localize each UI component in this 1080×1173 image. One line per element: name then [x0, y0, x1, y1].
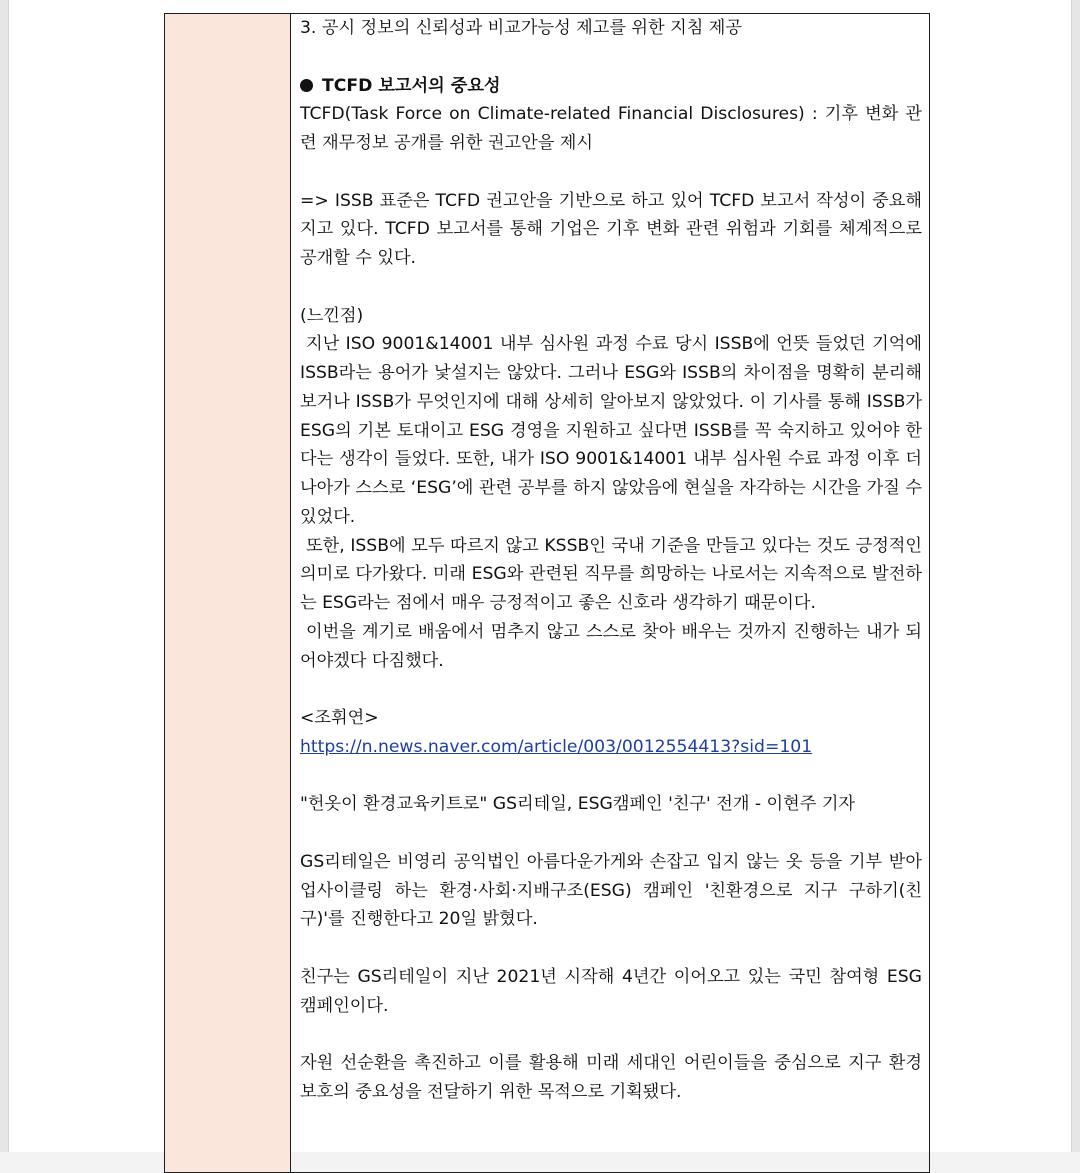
report-table — [164, 13, 930, 1173]
spacer — [300, 273, 922, 302]
tcfd-definition: TCFD(Task Force on Climate-related Financial Disclosures) : 기후 변화 관련 재무정보 공개를 위한 권고안을 제시 — [300, 104, 922, 153]
spacer — [300, 762, 922, 791]
label-column-cell — [165, 14, 291, 1172]
article-paragraph: 친구는 GS리테일이 지난 2021년 시작해 4년간 이어오고 있는 국민 참여형 ESG 캠페인이다. — [300, 966, 922, 1016]
article-link-line — [300, 733, 922, 762]
tcfd-summary: => ISSB 표준은 TCFD 권고안을 기반으로 하고 있어 TCFD 보고서 작성이 중요해지고 있다. TCFD 보고서를 통해 기업은 기후 변화 관련 위험과 기회를 체계적으로 공개할 수 있다. — [300, 190, 922, 268]
reflection-paragraph: 이번을 계기로 배움에서 멈추지 않고 스스로 찾아 배우는 것까지 진행하는 내가 되어야겠다 다짐했다. — [300, 621, 922, 671]
spacer — [300, 43, 922, 72]
spacer — [300, 158, 922, 187]
article-paragraph: GS리테일은 비영리 공익법인 아름다운가게와 손잡고 입지 않는 옷 등을 기부 받아 업사이클링 하는 환경·사회·지배구조(ESG) 캠페인 '친환경으로 지구 구하기(친구)'를 진행한다고 20일 밝혔다. — [300, 851, 922, 930]
author-name: <조휘연> — [300, 708, 379, 728]
reflection-paragraph: 또한, ISSB에 모두 따르지 않고 KSSB인 국내 기준을 만들고 있다는 것도 긍정적인 의미로 다가왔다. 미래 ESG와 관련된 직무를 희망하는 나로서는 지속적으로 발전하는 ESG라는 점에서 매우 긍정적이고 좋은 신호라 생각하기 때문이다. — [300, 535, 922, 613]
spacer — [300, 675, 922, 704]
window-right-edge — [1071, 0, 1080, 1152]
guideline-item-3: 3. 공시 정보의 신뢰성과 비교가능성 제고를 위한 지침 제공 — [300, 18, 742, 38]
spacer — [300, 934, 922, 963]
bullet-icon — [300, 79, 313, 92]
section-heading-text: TCFD 보고서의 중요성 — [322, 75, 501, 96]
spacer — [300, 819, 922, 848]
reflection-label: (느낀점) — [300, 305, 364, 326]
section-heading — [300, 72, 922, 101]
article-link[interactable]: https://n.news.naver.com/article/003/0012554413?sid=101 — [300, 736, 813, 757]
article-paragraph: 자원 선순환을 촉진하고 이를 활용해 미래 세대인 어린이들을 중심으로 지구 환경 보호의 중요성을 전달하기 위한 목적으로 기획됐다. — [300, 1053, 922, 1102]
spacer — [300, 1020, 922, 1049]
document-page — [9, 0, 1071, 1152]
content-cell — [300, 14, 922, 1107]
article-title: "헌옷이 환경교육키트로" GS리테일, ESG캠페인 '친구' 전개 - 이현주 기자 — [300, 794, 856, 815]
window-left-edge — [0, 0, 9, 1152]
reflection-paragraph: 지난 ISO 9001&14001 내부 심사원 과정 수료 당시 ISSB에 언뜻 들었던 기억에 ISSB라는 용어가 낯설지는 않았다. 그러나 ESG와 ISSB의 차이점을 명확히 분리해보거나 ISSB가 무엇인지에 대해 상세히 알아보지 않았었다. 이 기사를 통해 ISSB가 ESG의 기본 토대이고 ESG 경영을 지원하고 싶다면 ISSB를 꼭 숙지하고 있어야 한다는 생각이 들었다. 또한, 내가 ISO 9001&14001 내부 심사원 수료 과정 이후 더 나아가 스스로 ‘ESG’에 관련 공부를 하지 않았음에 현실을 자각하는 시간을 가질 수 있었다. — [300, 334, 922, 527]
